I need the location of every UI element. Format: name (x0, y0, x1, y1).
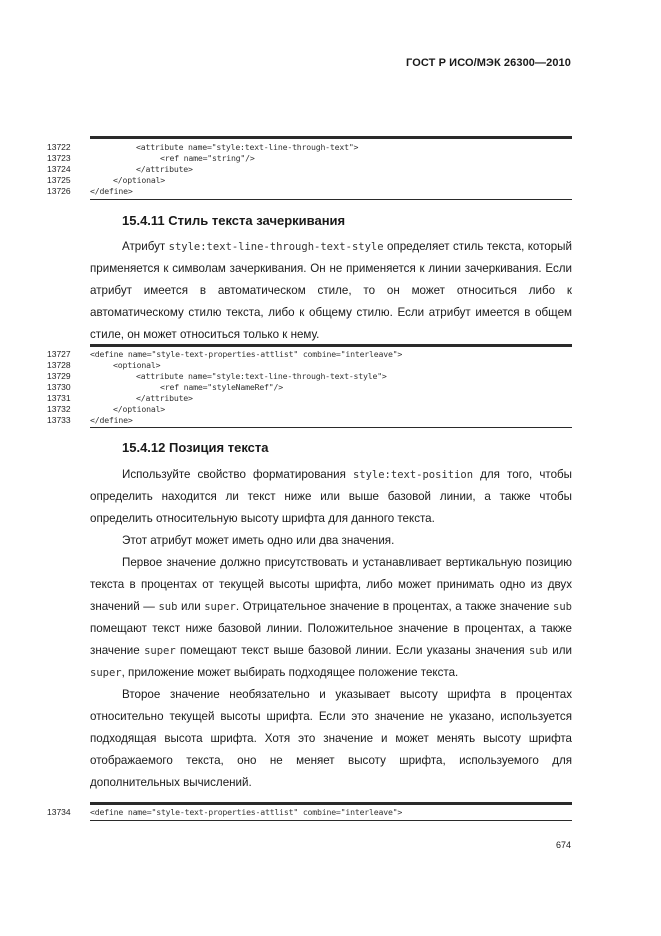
code-line (0, 404, 661, 415)
text: или (547, 644, 572, 657)
code-text: <ref name="string"/> (160, 153, 255, 163)
paragraph: Этот атрибут может иметь одно или два значения. (122, 534, 395, 547)
text: или (177, 600, 205, 613)
code-line (0, 164, 661, 175)
code-block-top-rule (90, 136, 572, 139)
code-block-bottom-rule (90, 820, 572, 821)
text: , приложение может выбирать подходящее положение текста. (121, 666, 459, 679)
code-line (0, 142, 661, 153)
line-number: 13731 (47, 393, 71, 403)
code-text: <attribute name="style:text-line-through-text-style"> (136, 371, 387, 381)
inline-code: sub (553, 601, 572, 613)
code-text: <define name="style-text-properties-attlist" combine="interleave"> (90, 349, 403, 359)
text: Первое значение должно присутствовать и устанавливает вертикальную позицию текста в процентах от текущей высоты шрифта, либо может принимать одно из двух значений — (90, 556, 572, 613)
paragraph: Второе значение необязательно и указывает высоту шрифта в процентах относительно текущей высоты шрифта. Если это значение не указано, используется подходящая высота шрифта. Хотя это значение и может менять высоту шрифта отображаемого текста, оно не меняет высоту шрифта, используемого для дополнительных вычислений. (90, 688, 572, 789)
code-block-top-rule (90, 344, 572, 347)
code-text: </optional> (113, 404, 166, 414)
code-text: <define name="style-text-properties-attlist" combine="interleave"> (90, 807, 403, 817)
code-block-bottom-rule (90, 199, 572, 200)
paragraph (90, 552, 572, 684)
code-block-bottom-rule (90, 427, 572, 428)
line-number: 13727 (47, 349, 71, 359)
text: . Отрицательное значение в процентах, а также значение (235, 600, 554, 613)
text: Используйте свойство форматирования (122, 468, 353, 481)
code-line (0, 371, 661, 382)
line-number: 13729 (47, 371, 71, 381)
line-number: 13732 (47, 404, 71, 414)
line-number: 13726 (47, 186, 71, 196)
code-line (0, 360, 661, 371)
section-15-4-11-body (90, 236, 572, 346)
code-line (0, 393, 661, 404)
code-text: </attribute> (136, 164, 193, 174)
line-number: 13730 (47, 382, 71, 392)
code-line (0, 186, 661, 197)
inline-code: sub (158, 601, 178, 613)
line-number: 13728 (47, 360, 71, 370)
line-number: 13722 (47, 142, 71, 152)
code-line (0, 415, 661, 426)
code-text: </define> (90, 415, 133, 425)
inline-code: super (204, 601, 236, 613)
code-text: <optional> (113, 360, 161, 370)
code-text: <ref name="styleNameRef"/> (160, 382, 283, 392)
text: определяет стиль текста, который применяется к символам зачеркивания. Он не применяется к линии зачеркивания. Если атрибут имеется в автоматическом стиле, то он может относиться либо к автоматическому стилю текста, либо к общему стилю. Если атрибут имеется в общем стиле, он может относиться только к нему. (90, 240, 572, 341)
paragraph (90, 464, 572, 530)
paragraph (90, 236, 572, 346)
code-line (0, 153, 661, 164)
line-number: 13723 (47, 153, 71, 163)
code-text: </define> (90, 186, 133, 196)
line-number: 13724 (47, 164, 71, 174)
code-line (0, 807, 661, 818)
document-header-title: ГОСТ Р ИСО/МЭК 26300—2010 (406, 57, 571, 69)
code-block-top-rule (90, 802, 572, 805)
code-text: </optional> (113, 175, 166, 185)
section-heading-15-4-12: 15.4.12 Позиция текста (122, 440, 269, 455)
page-number: 674 (555, 840, 571, 850)
inline-code: style:text-position (352, 469, 474, 481)
line-number: 13734 (47, 807, 71, 817)
inline-code: super (90, 667, 122, 679)
line-number: 13733 (47, 415, 71, 425)
inline-code: super (144, 645, 176, 657)
inline-code: sub (528, 645, 548, 657)
text: Атрибут (122, 240, 169, 253)
line-number: 13725 (47, 175, 71, 185)
code-line (0, 349, 661, 360)
code-text: </attribute> (136, 393, 193, 403)
inline-code: style:text-line-through-text-style (168, 241, 384, 253)
code-text: <attribute name="style:text-line-through-text"> (136, 142, 359, 152)
section-15-4-12-body (90, 464, 572, 794)
text: для того, чтобы определить находится ли текст ниже или выше базовой линии, а также чтобы определить относительную высоту шрифта для данного текста. (90, 468, 572, 525)
code-line (0, 175, 661, 186)
section-heading-15-4-11: 15.4.11 Стиль текста зачеркивания (122, 213, 346, 228)
text: помещают текст выше базовой линии. Если указаны значения (175, 644, 529, 657)
code-line (0, 382, 661, 393)
text: помещают текст ниже базовой линии. Положительное значение в процентах, а также значение (90, 622, 572, 657)
